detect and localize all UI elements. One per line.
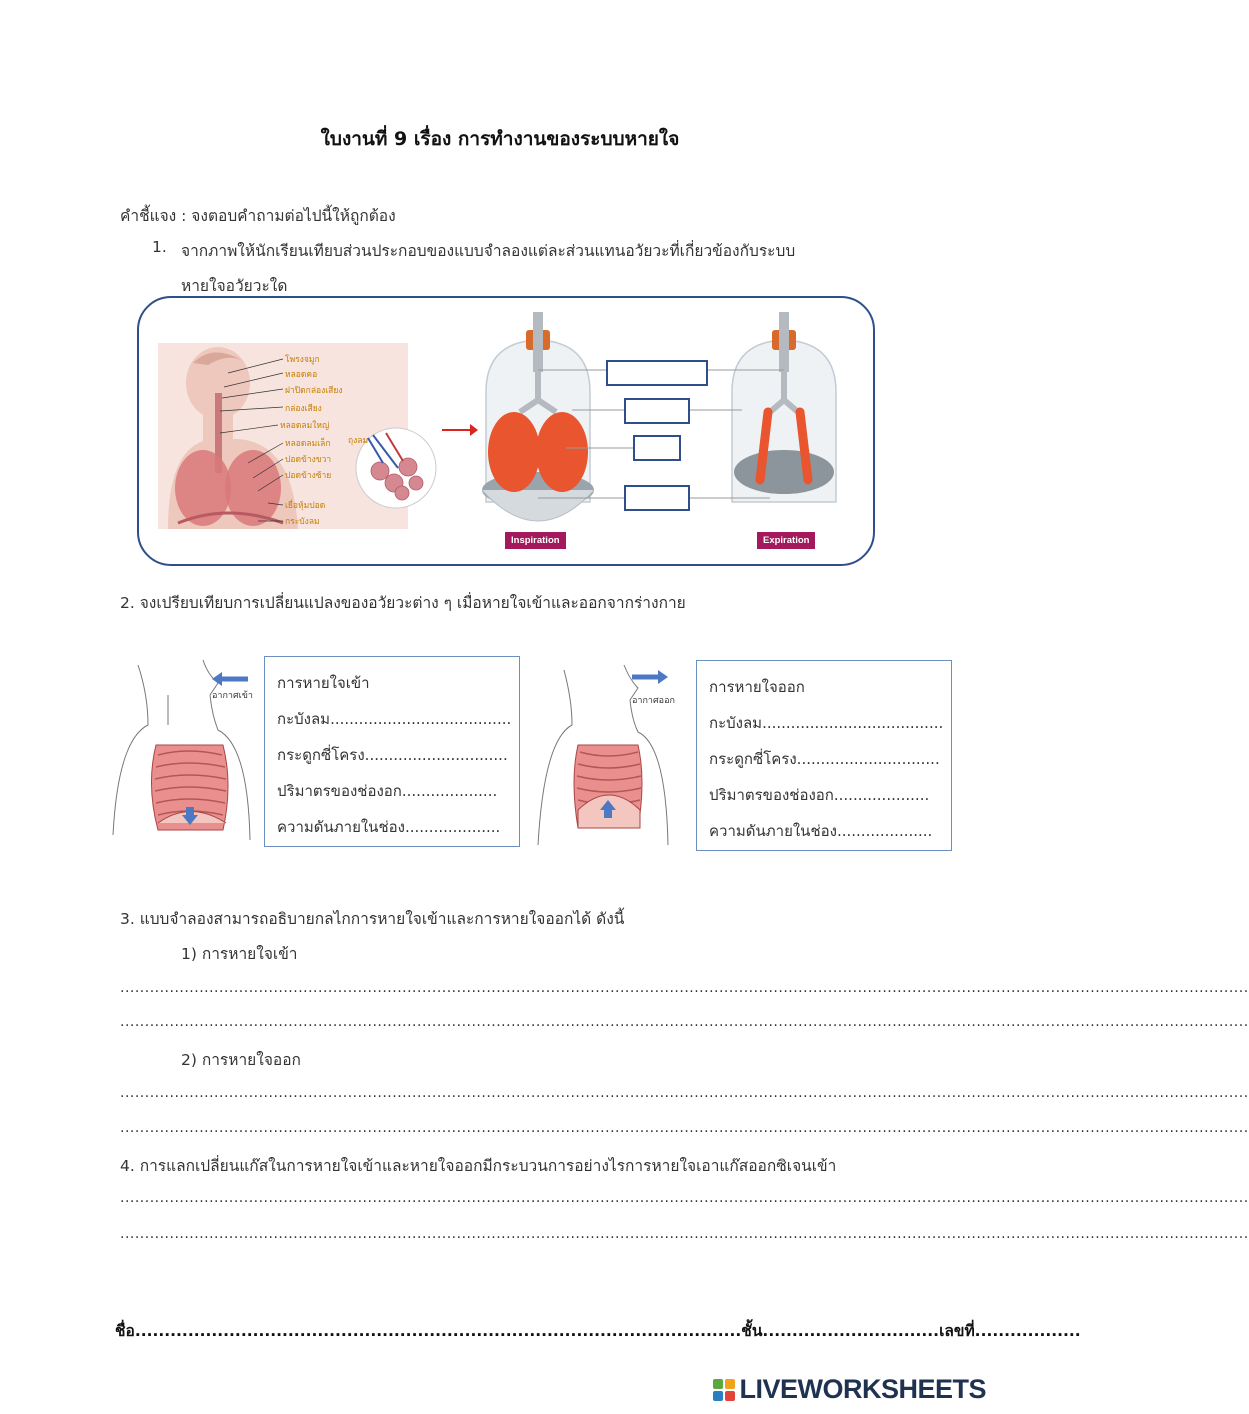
brand-logo bbox=[713, 1374, 986, 1405]
q3-sub-inhale: 1) การหายใจเข้า bbox=[181, 945, 298, 963]
q3-text: 3. แบบจำลองสามารถอธิบายกลไกการหายใจเข้าและการหายใจออกได้ ดังนี้ bbox=[120, 910, 625, 928]
inhale-air-label: อากาศเข้า bbox=[212, 691, 253, 701]
exhale-row-pressure[interactable]: ความดันภายในช่อง.................... bbox=[709, 822, 933, 840]
anatomy-label-epiglottis: ฝาปิดกล่องเสียง bbox=[285, 386, 343, 396]
exhale-air-arrow-icon bbox=[630, 668, 670, 686]
q4-text: 4. การแลกเปลี่ยนแก๊สในการหายใจเข้าและหายใจออกมีกระบวนการอย่างไรการหายใจเอาแก๊สออกซิเจนเข้า bbox=[120, 1157, 837, 1175]
q2-text: 2. จงเปรียบเทียบการเปลี่ยนแปลงของอวัยวะต่าง ๆ เมื่อหายใจเข้าและออกจากร่างกาย bbox=[120, 594, 686, 612]
inhale-row-diaphragm[interactable]: กะบังลม...................................... bbox=[277, 710, 512, 728]
anatomy-label-larynx: กล่องเสียง bbox=[285, 404, 322, 414]
anatomy-label-pharynx: หลอดคอ bbox=[285, 370, 318, 380]
exhale-row-ribs[interactable]: กระดูกซี่โครง.............................. bbox=[709, 750, 940, 768]
page-title: ใบงานที่ 9 เรื่อง การทำงานของระบบหายใจ bbox=[320, 128, 680, 150]
inhale-heading: การหายใจเข้า bbox=[277, 674, 370, 692]
bell-jar-models bbox=[478, 312, 838, 552]
anatomy-label-right-lung: ปอดข้างขวา bbox=[285, 455, 332, 465]
red-arrow-icon bbox=[440, 420, 480, 440]
inhale-row-volume[interactable]: ปริมาตรของช่องอก.................... bbox=[277, 782, 498, 800]
brand-name: LIVEWORKSHEETS bbox=[739, 1374, 986, 1404]
anatomy-label-pleura: เยื่อหุ้มปอด bbox=[285, 501, 326, 511]
exhale-torso-illustration bbox=[534, 660, 674, 850]
q1-line-1: จากภาพให้นักเรียนเทียบส่วนประกอบของแบบจำลองแต่ละส่วนแทนอวัยวะที่เกี่ยวข้องกับระบบ bbox=[181, 242, 796, 260]
q1-number: 1. bbox=[152, 238, 167, 256]
exhale-row-diaphragm[interactable]: กะบังลม...................................... bbox=[709, 714, 944, 732]
inhale-panel bbox=[264, 656, 520, 847]
exhale-row-volume[interactable]: ปริมาตรของช่องอก.................... bbox=[709, 786, 930, 804]
inhale-row-pressure[interactable]: ความดันภายในช่อง.................... bbox=[277, 818, 501, 836]
inhale-air-arrow-icon bbox=[210, 670, 250, 688]
answer-box-1[interactable] bbox=[606, 360, 708, 386]
anatomy-label-nasal: โพรงจมูก bbox=[285, 355, 320, 365]
q3-answer-line-2[interactable]: .................................................................................................................................................................................................................................... bbox=[120, 1014, 1249, 1030]
q3-answer-line-4[interactable]: .................................................................................................................................................................................................................................... bbox=[120, 1120, 1249, 1136]
respiratory-anatomy-illustration bbox=[158, 343, 438, 533]
q3-answer-line-1[interactable]: .................................................................................................................................................................................................................................... bbox=[120, 980, 1249, 996]
liveworksheets-icon bbox=[713, 1379, 735, 1401]
instruction: คำชี้แจง : จงตอบคำถามต่อไปนี้ให้ถูกต้อง bbox=[120, 207, 396, 225]
student-info-line[interactable]: ชื่อ.......................................................................................................ชั้น..............................เลขที่.................. bbox=[115, 1322, 1081, 1340]
exhale-heading: การหายใจออก bbox=[709, 678, 805, 696]
q1-line-2: หายใจอวัยวะใด bbox=[181, 277, 288, 295]
expiration-tag: Expiration bbox=[757, 532, 815, 549]
answer-box-3[interactable] bbox=[633, 435, 681, 461]
inhale-row-ribs[interactable]: กระดูกซี่โครง.............................. bbox=[277, 746, 508, 764]
anatomy-label-trachea: หลอดลมใหญ่ bbox=[280, 421, 330, 431]
q4-answer-line-2[interactable]: .................................................................................................................................................................................................................................... bbox=[120, 1226, 1249, 1242]
q3-sub-exhale: 2) การหายใจออก bbox=[181, 1051, 301, 1069]
exhale-panel bbox=[696, 660, 952, 851]
anatomy-label-left-lung: ปอดข้างซ้าย bbox=[285, 471, 332, 481]
anatomy-label-bronchiole: หลอดลมเล็ก bbox=[285, 439, 331, 449]
alveoli-label: ถุงลม bbox=[348, 436, 369, 446]
inspiration-tag: Inspiration bbox=[505, 532, 566, 549]
exhale-air-label: อากาศออก bbox=[632, 696, 675, 706]
answer-box-4[interactable] bbox=[624, 485, 690, 511]
q4-answer-line-1[interactable]: .................................................................................................................................................................................................................................... bbox=[120, 1190, 1249, 1206]
answer-box-2[interactable] bbox=[624, 398, 690, 424]
q3-answer-line-3[interactable]: .................................................................................................................................................................................................................................... bbox=[120, 1085, 1249, 1101]
anatomy-label-diaphragm: กระบังลม bbox=[285, 517, 320, 527]
